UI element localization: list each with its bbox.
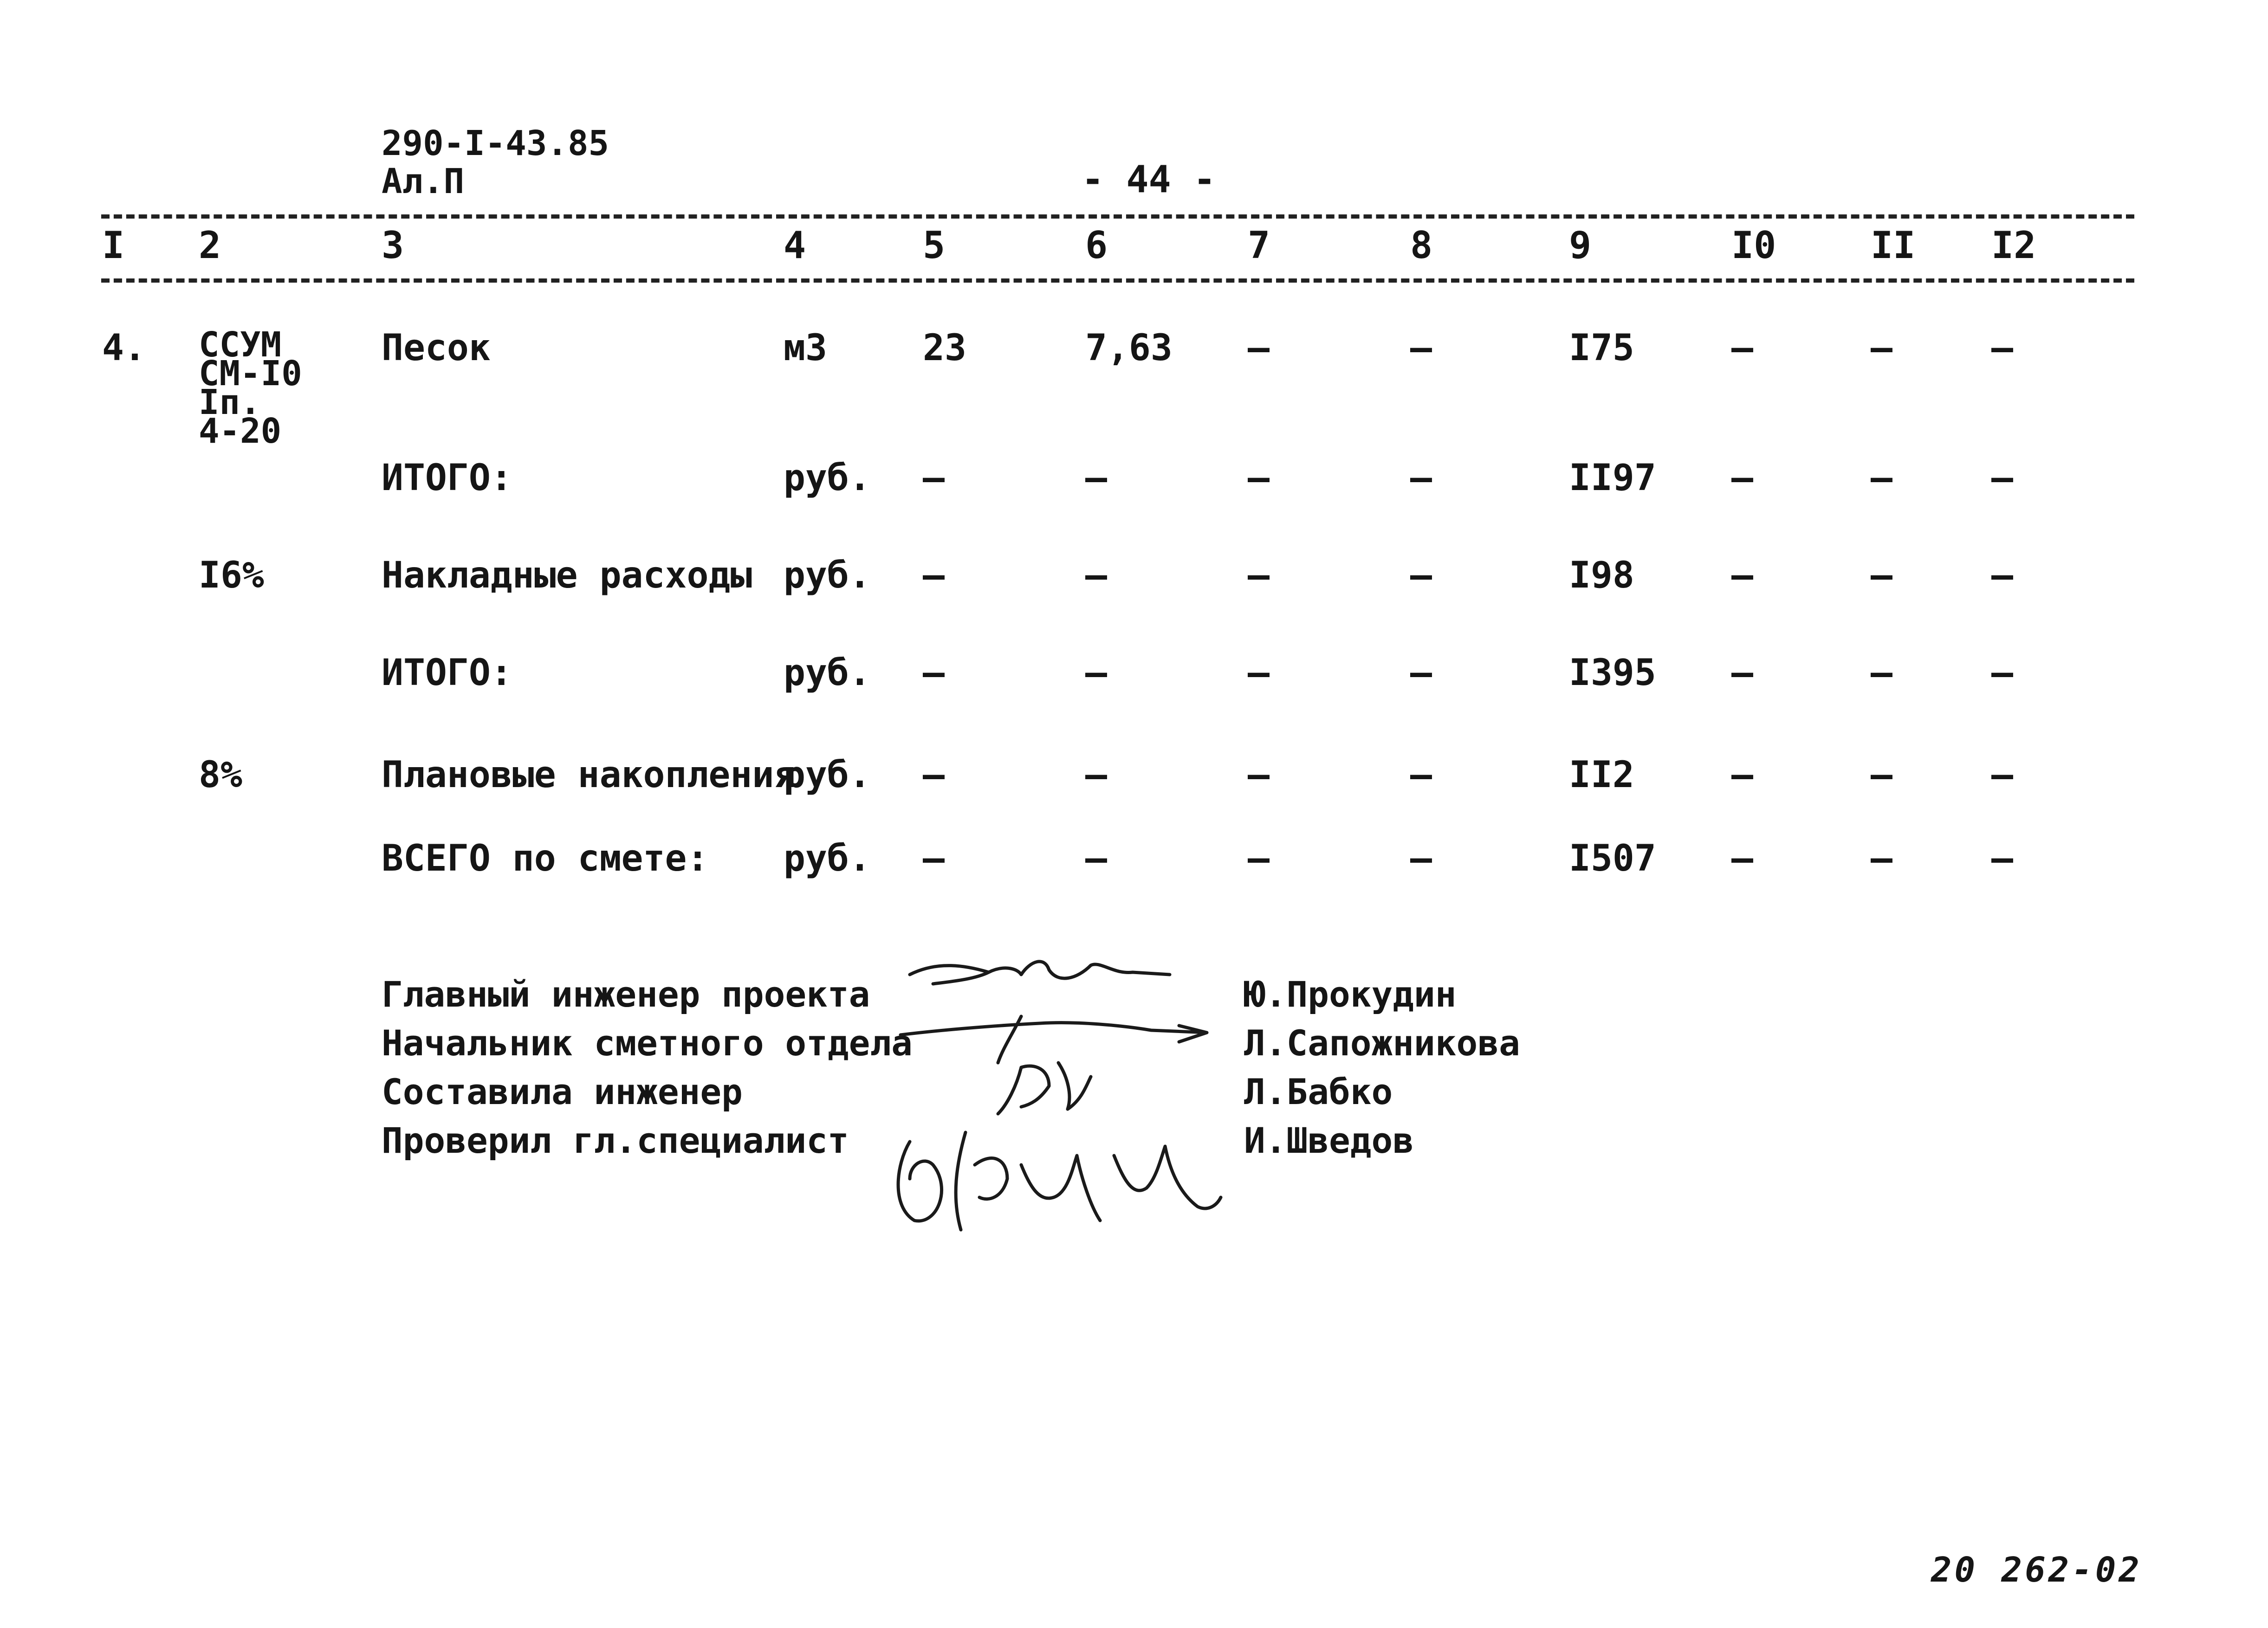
cell-col11: –: [1871, 555, 1892, 596]
unit: руб.: [784, 838, 871, 879]
cell-col6: –: [1085, 838, 1107, 879]
cell-col6: –: [1085, 754, 1107, 796]
cell-col5: 23: [923, 327, 966, 369]
cell-col8: –: [1410, 754, 1432, 796]
norm-code-line: 4-20: [199, 411, 282, 451]
column-number: I2: [1991, 224, 2036, 267]
norm-code-line: СМ-I0: [199, 354, 302, 394]
cell-col7: –: [1248, 327, 1270, 369]
cell-col11: –: [1871, 838, 1892, 879]
cell-col7: –: [1248, 457, 1270, 499]
item-name: Песок: [382, 327, 491, 369]
cell-col5: –: [923, 838, 945, 879]
archive-stamp-number: 20 262-02: [1931, 1550, 2142, 1590]
cell-col12: –: [1991, 652, 2013, 694]
cell-col6: –: [1085, 457, 1107, 499]
cell-col12: –: [1991, 555, 2013, 596]
cell-col8: –: [1410, 838, 1432, 879]
column-number: 5: [923, 224, 946, 267]
signature-role: Составила инженер: [382, 1071, 743, 1112]
cell-col5: –: [923, 652, 945, 694]
cell-col11: –: [1871, 754, 1892, 796]
album-label: Ал.П: [382, 162, 465, 201]
unit: руб.: [784, 652, 871, 694]
cell-col9: I75: [1569, 327, 1634, 369]
document-header: [382, 124, 609, 200]
cell-col11: –: [1871, 652, 1892, 694]
cell-col11: –: [1871, 457, 1892, 499]
cell-col9: I395: [1569, 652, 1656, 694]
cell-col8: –: [1410, 652, 1432, 694]
item-name: Плановые накопления: [382, 754, 796, 796]
cell-col9: I507: [1569, 838, 1656, 879]
item-name: ИТОГО:: [382, 457, 512, 499]
unit: м3: [784, 327, 827, 369]
page-number: - 44 -: [1082, 158, 1216, 201]
cell-col6: –: [1085, 652, 1107, 694]
document-code: 290-I-43.85: [382, 123, 609, 163]
column-number: 3: [382, 224, 404, 267]
column-number: 4: [784, 224, 806, 267]
column-number: II: [1871, 224, 1916, 267]
signatory-name: И.Шведов: [1244, 1120, 1414, 1161]
item-name: ВСЕГО по смете:: [382, 838, 709, 879]
norm-code-line: ССУМ: [199, 325, 282, 365]
cell-col10: –: [1731, 754, 1753, 796]
cell-col8: –: [1410, 555, 1432, 596]
signature-role: Проверил гл.специалист: [382, 1120, 849, 1161]
cell-col6: –: [1085, 555, 1107, 596]
signatory-name: Л.Сапожникова: [1244, 1022, 1520, 1064]
signatory-name: Л.Бабко: [1244, 1071, 1393, 1112]
table-header-rule: [101, 278, 2134, 283]
item-name: ИТОГО:: [382, 652, 512, 694]
cell-col7: –: [1248, 754, 1270, 796]
cell-col12: –: [1991, 838, 2013, 879]
row-number: 4.: [102, 327, 146, 369]
cell-col10: –: [1731, 652, 1753, 694]
cell-col6: 7,63: [1085, 327, 1173, 369]
signature-role: Главный инженер проекта: [382, 974, 870, 1015]
column-number: I0: [1731, 224, 1776, 267]
unit: руб.: [784, 754, 871, 796]
table-top-rule: [101, 214, 2134, 219]
signatory-name: Ю.Прокудин: [1244, 974, 1457, 1015]
rate-percent: I6%: [199, 555, 264, 596]
cell-col12: –: [1991, 457, 2013, 499]
norm-code: [199, 325, 302, 451]
unit: руб.: [784, 555, 871, 596]
handwritten-signatures: [882, 947, 1253, 1272]
cell-col8: –: [1410, 457, 1432, 499]
cell-col10: –: [1731, 457, 1753, 499]
rate-percent: 8%: [199, 754, 242, 796]
column-number: 2: [199, 224, 221, 267]
unit: руб.: [784, 457, 871, 499]
cell-col7: –: [1248, 555, 1270, 596]
cell-col10: –: [1731, 327, 1753, 369]
cell-col5: –: [923, 555, 945, 596]
cell-col5: –: [923, 754, 945, 796]
norm-code-line: Iп.: [199, 382, 261, 422]
cell-col10: –: [1731, 555, 1753, 596]
column-number: 8: [1410, 224, 1433, 267]
cell-col7: –: [1248, 652, 1270, 694]
column-number: I: [102, 224, 125, 267]
cell-col10: –: [1731, 838, 1753, 879]
item-name: Накладные расходы: [382, 555, 752, 596]
column-number: 6: [1085, 224, 1108, 267]
cell-col9: II97: [1569, 457, 1656, 499]
cell-col5: –: [923, 457, 945, 499]
cell-col12: –: [1991, 327, 2013, 369]
signature-role: Начальник сметного отдела: [382, 1022, 913, 1064]
cell-col12: –: [1991, 754, 2013, 796]
cell-col7: –: [1248, 838, 1270, 879]
cell-col9: II2: [1569, 754, 1634, 796]
cell-col9: I98: [1569, 555, 1634, 596]
column-number: 7: [1248, 224, 1270, 267]
cell-col11: –: [1871, 327, 1892, 369]
cell-col8: –: [1410, 327, 1432, 369]
column-number: 9: [1569, 224, 1592, 267]
